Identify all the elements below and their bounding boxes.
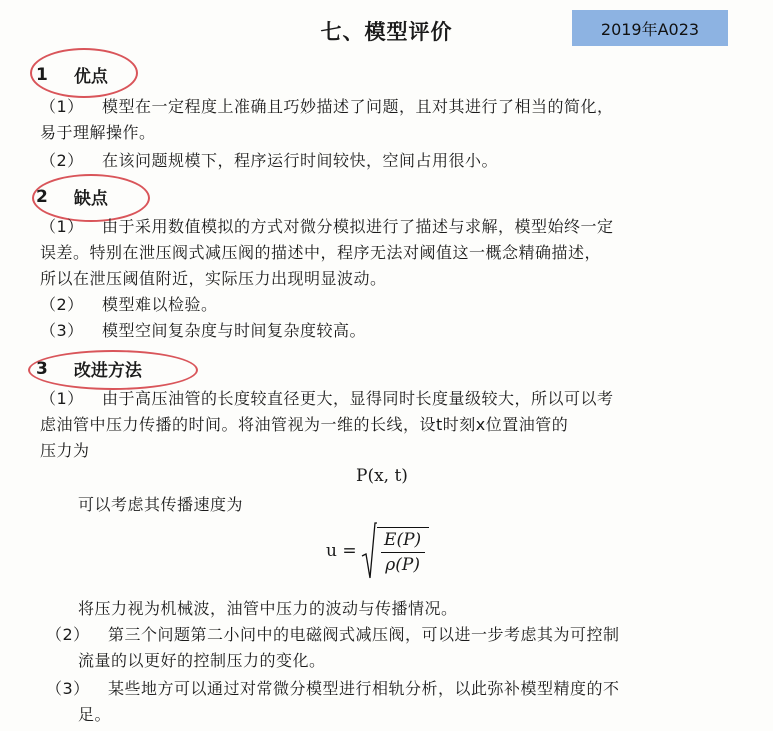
- item-text: 易于理解操作。: [40, 123, 156, 142]
- item-text: 所以在泄压阈值附近，实际压力出现明显波动。: [40, 269, 387, 288]
- item-text: 将压力视为机械波，油管中压力的波动与传播情况。: [78, 599, 458, 618]
- text-line: [78, 598, 458, 620]
- item-text: 某些地方可以通过对常微分模型进行相轨分析，以此弥补模型精度的不: [108, 679, 620, 698]
- text-line: [78, 704, 111, 726]
- text-line: [40, 320, 366, 342]
- text-line: [78, 650, 326, 672]
- fraction-bar: [381, 552, 425, 553]
- text-line: [46, 678, 620, 700]
- text-line: [40, 216, 614, 238]
- text-line: [40, 96, 614, 118]
- item-text: 在该问题规模下，程序运行时间较快，空间占用很小。: [102, 151, 499, 170]
- section-num: 2: [36, 186, 48, 207]
- item-num: （2）: [40, 295, 84, 314]
- formula-pressure: P(x, t): [356, 466, 408, 486]
- item-num: （1）: [40, 97, 84, 116]
- text-line: [46, 624, 620, 646]
- sqrt-icon: [361, 522, 377, 580]
- item-text: 模型在一定程度上准确且巧妙描述了问题，且对其进行了相当的简化，: [102, 97, 614, 116]
- item-text: 虑油管中压力传播的时间。将油管视为一维的长线，设t时刻x位置油管的: [40, 415, 569, 434]
- section-num: 3: [36, 358, 48, 379]
- section-heading-1: [36, 62, 108, 87]
- item-text: 模型难以检验。: [102, 295, 218, 314]
- text-line: [40, 122, 156, 144]
- item-num: （1）: [40, 217, 84, 236]
- item-text: 由于采用数值模拟的方式对微分模拟进行了描述与求解，模型始终一定: [102, 217, 614, 236]
- formula-lhs: u =: [326, 541, 357, 561]
- section-title: 改进方法: [73, 361, 142, 381]
- page-title: 七、模型评价: [320, 20, 453, 44]
- item-text: 流量的以更好的控制压力的变化。: [78, 651, 326, 670]
- item-text: 可以考虑其传播速度为: [78, 495, 244, 514]
- item-num: （2）: [40, 151, 84, 170]
- text-line: [40, 414, 568, 436]
- text-line: [40, 294, 218, 316]
- formula-velocity: [326, 522, 429, 580]
- fraction-denominator: ρ(P): [385, 555, 420, 575]
- text-line: [40, 242, 601, 264]
- item-text: 模型空间复杂度与时间复杂度较高。: [102, 321, 367, 340]
- text-line: [40, 388, 614, 410]
- section-heading-3: [36, 356, 142, 381]
- text-line: [40, 150, 498, 172]
- item-text: 第三个问题第二小问中的电磁阀式减压阀，可以进一步考虑其为可控制: [108, 625, 620, 644]
- item-text: 足。: [78, 705, 112, 724]
- section-title: 缺点: [73, 189, 108, 209]
- item-num: （3）: [40, 321, 84, 340]
- item-text: 误差。特别在泄压阀式减压阀的描述中，程序无法对阈值这一概念精确描述，: [40, 243, 602, 262]
- fraction: [377, 527, 429, 575]
- item-text: 压力为: [40, 441, 90, 460]
- item-num: （1）: [40, 389, 84, 408]
- section-heading-2: [36, 184, 108, 209]
- item-text: 由于高压油管的长度较直径更大，显得同时长度量级较大，所以可以考: [102, 389, 614, 408]
- doc-tag: 2019年A023: [572, 10, 728, 46]
- section-num: 1: [36, 64, 48, 85]
- item-num: （3）: [46, 679, 90, 698]
- text-line: [40, 268, 387, 290]
- fraction-numerator: E(P): [384, 530, 422, 550]
- text-line: [40, 440, 90, 462]
- text-line: [78, 494, 243, 516]
- section-title: 优点: [73, 67, 108, 87]
- item-num: （2）: [46, 625, 90, 644]
